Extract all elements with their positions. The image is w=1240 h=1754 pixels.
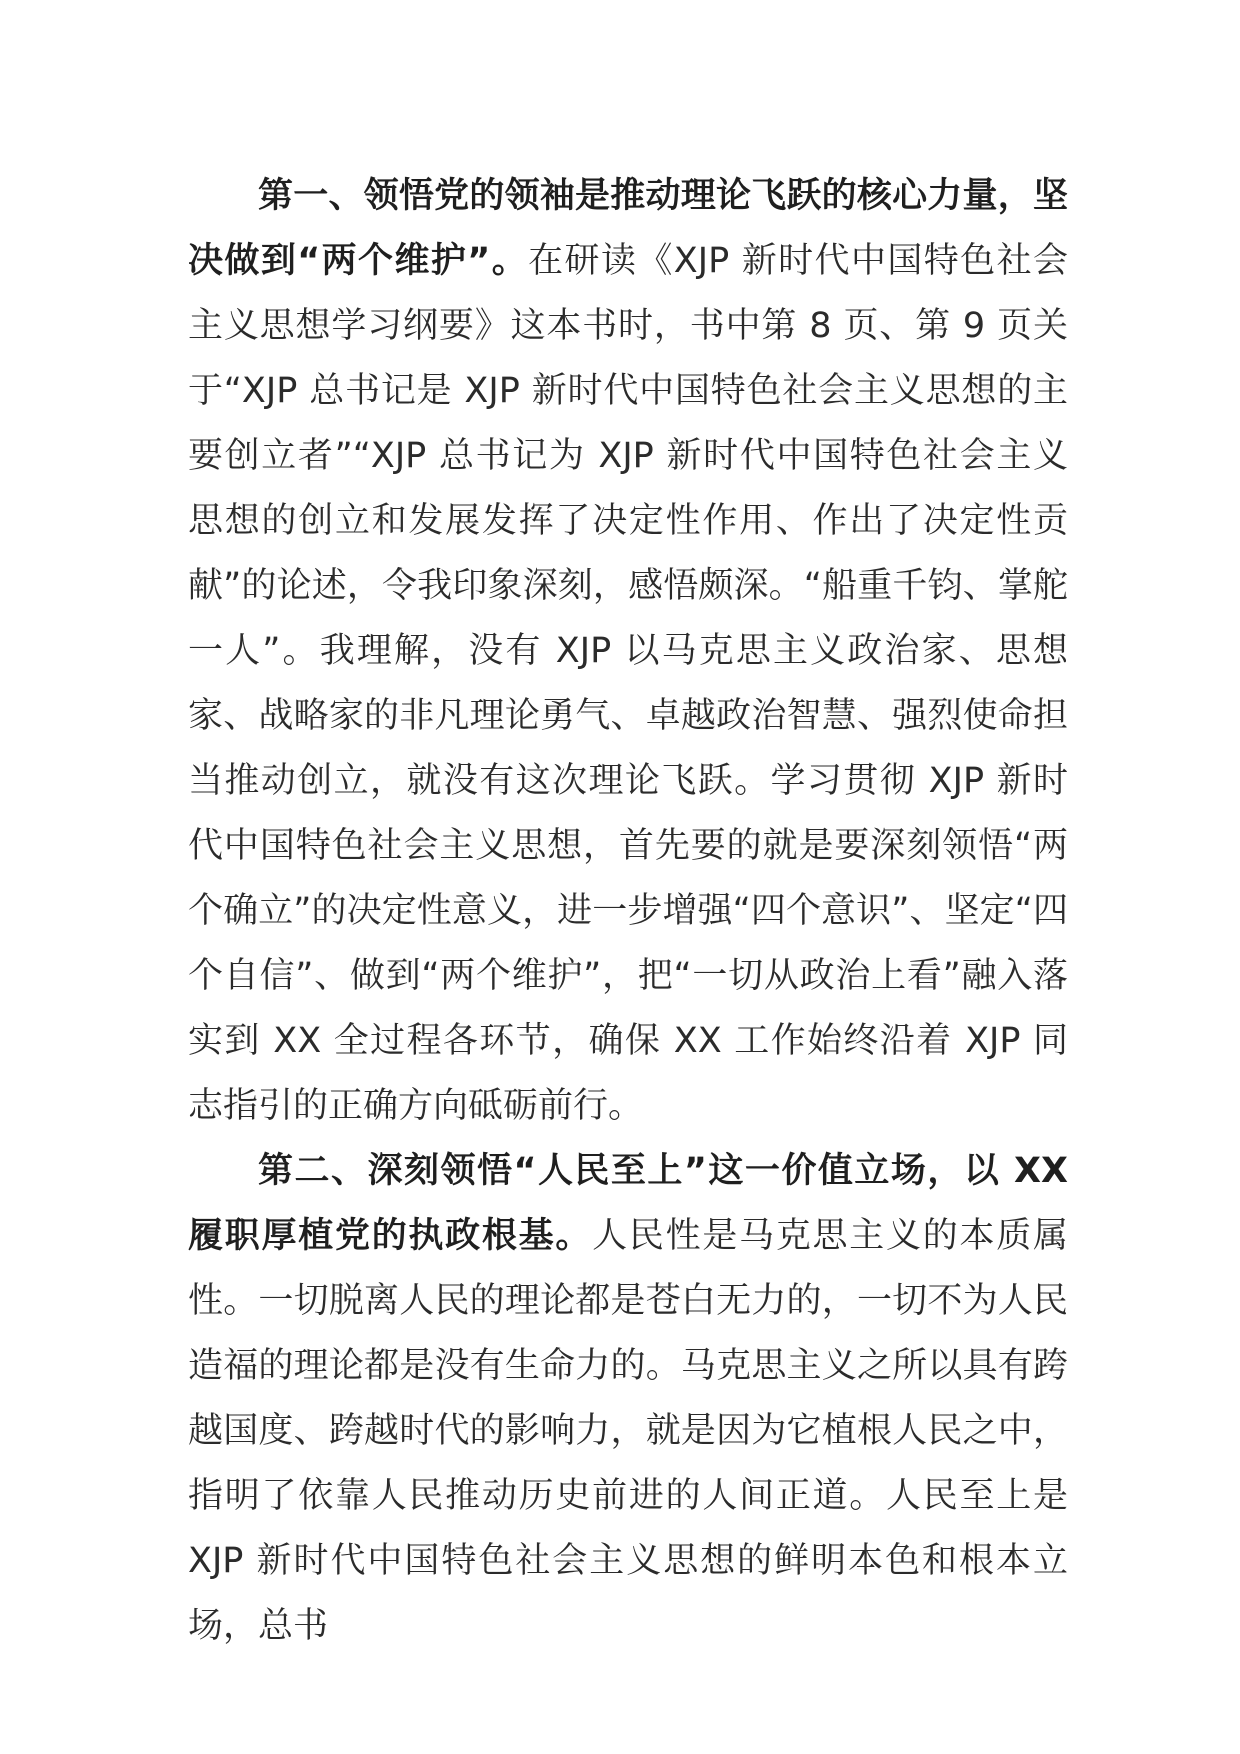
paragraph-1-text: 在研读《XJP 新时代中国特色社会主义思想学习纲要》这本书时，书中第 8 页、第 9 页关于“XJP 总书记是 XJP 新时代中国特色社会主义思想的主要创立者”“XJP 总书记为 XJP 新时代中国特色社会主义思想的创立和发展发挥了决定性作用、作出了决定性贡献”的论述，令我印象深刻，感悟颇深。“船重千钧、掌舵一人”。我理解，没有 XJP 以马克思主义政治家、思想家、战略家的非凡理论勇气、卓越政治智慧、强烈使命担当推动创立，就没有这次理论飞跃。学习贯彻 XJP 新时代中国特色社会主义思想，首先要的就是要深刻领悟“两个确立”的决定性意义，进一步增强“四个意识”、坚定“四个自信”、做到“两个维护”，把“一切从政治上看”融入落实到 XX 全过程各环节，确保 XX 工作始终沿着 XJP 同志指引的正确方向砥砺前行。 [188, 241, 1068, 1126]
paragraph-2 [188, 1139, 1068, 1659]
paragraph-1 [188, 164, 1068, 1139]
paragraph-2-text: 人民性是马克思主义的本质属性。一切脱离人民的理论都是苍白无力的，一切不为人民造福的理论都是没有生命力的。马克思主义之所以具有跨越国度、跨越时代的影响力，就是因为它植根人民之中，指明了依靠人民推动历史前进的人间正道。人民至上是 XJP 新时代中国特色社会主义思想的鲜明本色和根本立场，总书 [188, 1216, 1068, 1646]
document-body [188, 164, 1068, 1659]
paragraph-2-heading: 第二、深刻领悟“人民至上”这一价值立场，以 XX 履职厚植党的执政根基。 [188, 1151, 1068, 1256]
paragraph-1-heading: 第一、领悟党的领袖是推动理论飞跃的核心力量，坚决做到“两个维护”。 [188, 176, 1068, 281]
